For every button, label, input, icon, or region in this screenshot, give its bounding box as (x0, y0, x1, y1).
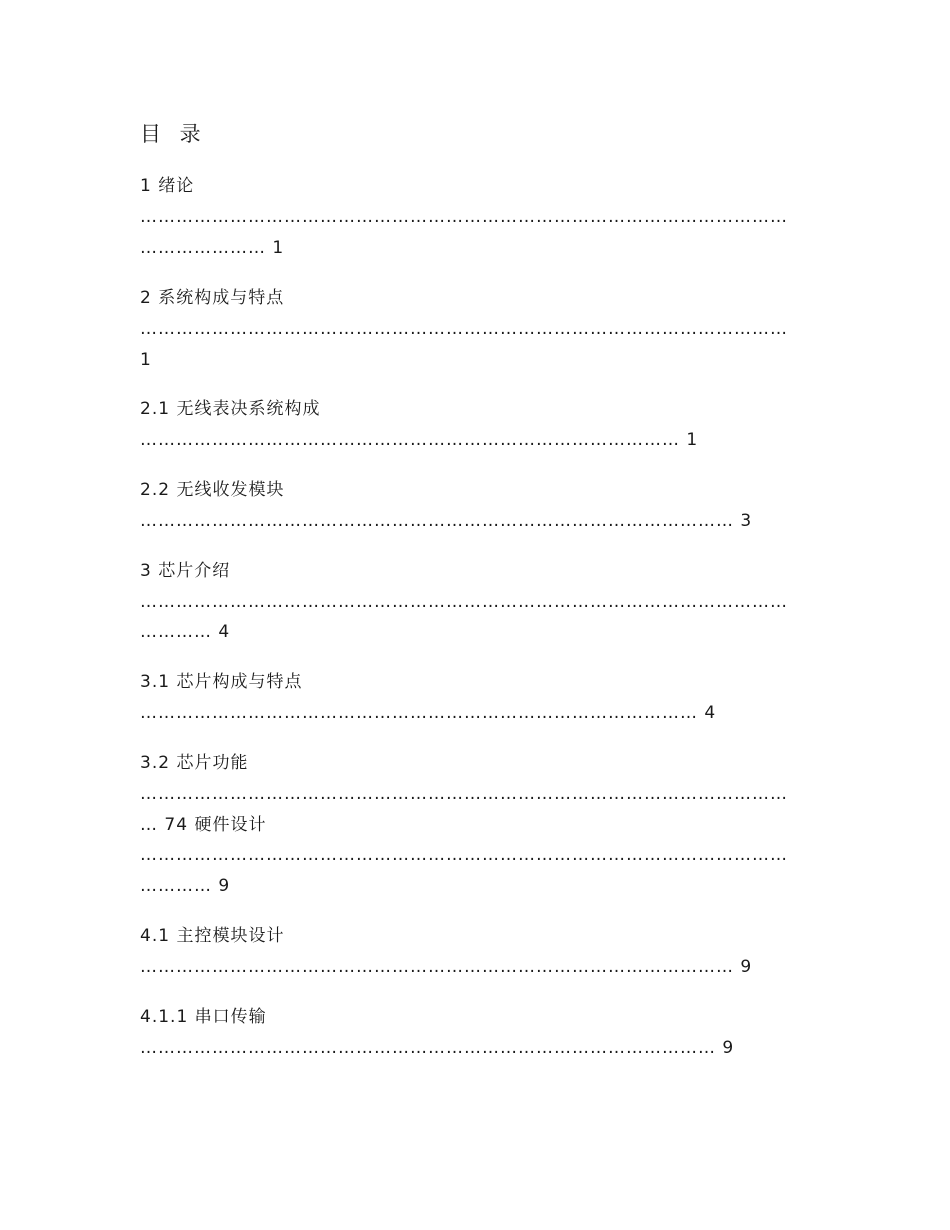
toc-line: ……………………………………………………………………………………………… (140, 784, 788, 804)
toc-line: 4.1.1 串口传输 (140, 1007, 267, 1027)
toc-line: 3 芯片介绍 (140, 561, 231, 581)
toc-line: … 74 硬件设计 (140, 815, 267, 835)
toc-line: 2.1 无线表决系统构成 (140, 399, 321, 419)
toc-line: …………………………………………………………………………………… 9 (140, 1038, 735, 1058)
toc-line: ……………………………………………………………………………………… 3 (140, 511, 753, 531)
toc-line: ……………………………………………………………………………………………… (140, 845, 788, 865)
toc-line: 3.2 芯片功能 (140, 753, 249, 773)
toc-line: ……………………………………………………………………………………………… (140, 592, 788, 612)
toc-line: 3.1 芯片构成与特点 (140, 672, 303, 692)
toc-line: 1 (140, 350, 152, 370)
toc-line: ……………………………………………………………………………………………… (140, 319, 788, 339)
toc-line: ……………………………………………………………………………………………… (140, 207, 788, 227)
toc-line: 4.1 主控模块设计 (140, 926, 285, 946)
toc-line: ………………………………………………………………………………… 4 (140, 703, 717, 723)
toc-line: ………… 4 (140, 622, 231, 642)
toc-line: 2 系统构成与特点 (140, 288, 285, 308)
toc-line: ……………………………………………………………………………………… 9 (140, 957, 753, 977)
toc-line: 1 绪论 (140, 176, 195, 196)
toc-line: ……………………………………………………………………………… 1 (140, 430, 699, 450)
toc-line: 2.2 无线收发模块 (140, 480, 285, 500)
toc-line: ………………… 1 (140, 238, 285, 258)
toc-title: 目 录 (140, 122, 207, 146)
toc-line: ………… 9 (140, 876, 231, 896)
